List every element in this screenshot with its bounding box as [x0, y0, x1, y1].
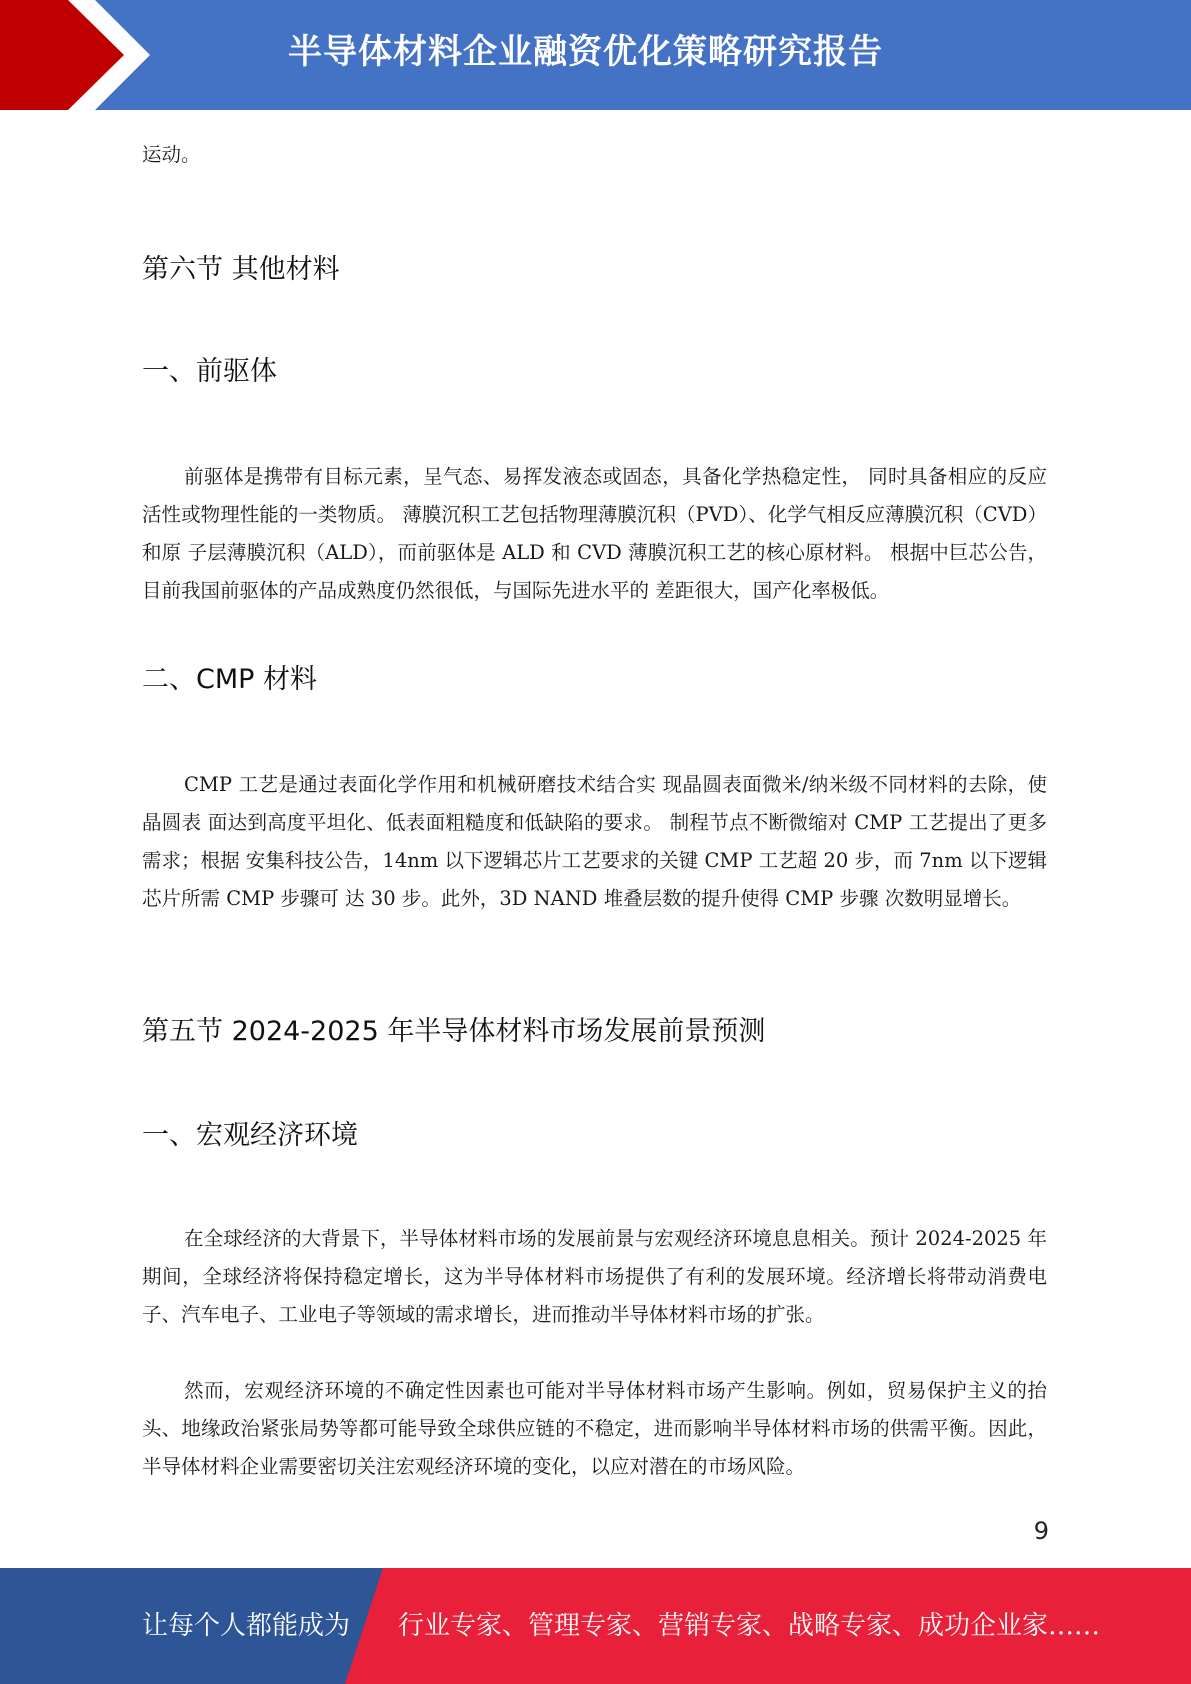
footer-slogan-left: 让每个人都能成为	[142, 1611, 351, 1641]
subsection-heading-precursor: 一、前驱体	[142, 356, 277, 387]
page-content	[142, 128, 1047, 1486]
section-heading-5: 第五节 2024-2025 年半导体材料市场发展前景预测	[142, 1016, 766, 1047]
page-number: 9	[1033, 1517, 1049, 1545]
continued-text: 运动。	[142, 143, 201, 166]
footer-banner	[0, 1568, 1191, 1684]
paragraph-macro-1: 在全球经济的大背景下，半导体材料市场的发展前景与宏观经济环境息息相关。预计 2024-2025 年期间，全球经济将保持稳定增长，这为半导体材料市场提供了有利的发展环境。经济增长将带动消费电子、汽车电子、工业电子等领域的需求增长，进而推动半导体材料市场的扩张。	[142, 1227, 1047, 1326]
report-title: 半导体材料企业融资优化策略研究报告	[288, 32, 883, 72]
subsection-heading-cmp: 二、CMP 材料	[142, 664, 318, 695]
paragraph-cmp: CMP 工艺是通过表面化学作用和机械研磨技术结合实 现晶圆表面微米/纳米级不同材料的去除，使晶圆表 面达到高度平坦化、低表面粗糙度和低缺陷的要求。 制程节点不断微缩对 CMP 工艺提出了更多需求；根据 安集科技公告，14nm 以下逻辑芯片工艺要求的关键 CMP 工艺超 20 步，而 7nm 以下逻辑芯片所需 CMP 步骤可 达 30 步。此外，3D NAND 堆叠层数的提升使得 CMP 步骤 次数明显增长。	[142, 773, 1047, 910]
header-banner	[0, 0, 1191, 110]
subsection-heading-macro: 一、宏观经济环境	[142, 1120, 358, 1151]
paragraph-precursor: 前驱体是携带有目标元素，呈气态、易挥发液态或固态，具备化学热稳定性， 同时具备相应的反应活性或物理性能的一类物质。 薄膜沉积工艺包括物理薄膜沉积（PVD）、化学气相反应薄膜沉积（CVD）和原 子层薄膜沉积（ALD），而前驱体是 ALD 和 CVD 薄膜沉积工艺的核心原材料。 根据中巨芯公告，目前我国前驱体的产品成熟度仍然很低，与国际先进水平的 差距很大，国产化率极低。	[142, 465, 1047, 602]
footer-slogan-right: 行业专家、管理专家、营销专家、战略专家、成功企业家……	[398, 1611, 1101, 1641]
header-arrow-icon	[0, 0, 160, 110]
paragraph-macro-2: 然而，宏观经济环境的不确定性因素也可能对半导体材料市场产生影响。例如，贸易保护主义的抬头、地缘政治紧张局势等都可能导致全球供应链的不稳定，进而影响半导体材料市场的供需平衡。因此，半导体材料企业需要密切关注宏观经济环境的变化，以应对潜在的市场风险。	[142, 1379, 1047, 1478]
section-heading-6: 第六节 其他材料	[142, 254, 340, 285]
